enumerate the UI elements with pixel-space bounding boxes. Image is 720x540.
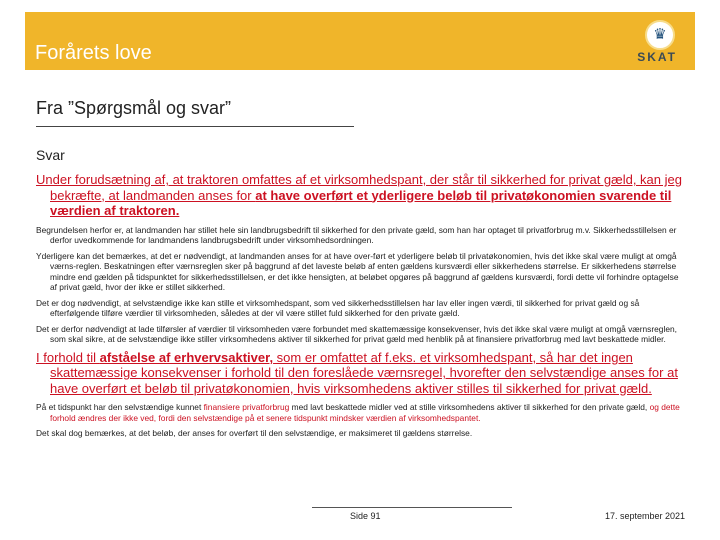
red-text: finansiere privatforbrug	[203, 402, 290, 412]
highlight-paragraph	[36, 350, 686, 397]
text: med lavt beskattede midler ved at stille virksomhedens aktiver til sikkerhed for den private gæld,	[289, 402, 650, 412]
paragraph: Det er dog nødvendigt, at selvstændige ikke kan stille et virksomhedspant, som ved sikkerhedsstillelsen har lav eller ingen værdi, til sikkerhed for privat gæld og så efterfølgende tilføre værdier til virksomheden, således at der vil være stillet fuld sikkerhed for den private gæld.	[36, 297, 640, 318]
bold-text: afståelse af erhvervsaktiver,	[99, 349, 274, 365]
skat-logo	[593, 18, 683, 68]
bold-text: at have overført et yderligere beløb til privatøkonomien svarende til værdien af traktoren.	[50, 187, 672, 218]
text: Under forudsætning af, at traktoren omfattes af et virksomhedspant, der står til sikkerhed for privat gæld, kan jeg bekræfte, at landmanden anses for	[36, 172, 682, 203]
footer-divider	[312, 507, 512, 508]
text: På et tidspunkt har den selvstændige kunnet	[36, 402, 204, 412]
divider	[36, 126, 354, 127]
body-content	[36, 172, 686, 444]
paragraph: Det er derfor nødvendigt at lade tilførsler af værdier til virksomheden være forbundet med skattemæssige konsekvenser, hvis det ikke skal være muligt at omgå værnsreglen, som skal sikre, at de selvstændige ikke stiller virksomhedens aktiver til sikkerhed for privat gæld med henblik på at finansiere privatforbrug med lavt beskattede midler.	[36, 323, 677, 344]
paragraph: Begrundelsen herfor er, at landmanden har stillet hele sin landbrugsbedrift til sikkerhed for den private gæld, som han har optaget til privatforbrug m.v. Sikkerhedsstillelsen er derfor uvedkommende for landmandens landbrugsbedrift under virksomhedsordningen.	[36, 224, 677, 245]
red-text: og dette forhold ændres der ikke ved, fordi den selvstændige på et senere tidspunkt mindsker værdien af virksomhedspantet.	[50, 402, 680, 423]
page-number: Side 91	[350, 511, 381, 521]
footer-date: 17. september 2021	[604, 511, 685, 521]
crown-icon: ♛	[645, 20, 675, 50]
paragraph	[36, 402, 686, 423]
text: som er omfattet af f.eks. et virksomhedspant, så har det ingen skattemæssige konsekvenser i forhold til den foreslåede værnsregel, hvorefter den selvstændige anses for at have overført et beløb til privatøkonomien, hvis virksomhedens aktiver stilles til sikkerhed for privat gæld.	[50, 349, 678, 396]
paragraph: Det skal dog bemærkes, at det beløb, der anses for overført til den selvstændige, er maksimeret til gældens størrelse.	[36, 428, 473, 438]
logo-text: SKAT	[637, 50, 677, 64]
slide-title: Forårets love	[35, 42, 152, 64]
answer-paragraph	[36, 172, 686, 219]
header-bar	[25, 12, 695, 70]
paragraph: Yderligere kan det bemærkes, at det er nødvendigt, at landmanden anses for at have over-ført et yderligere beløb til privatøkonomien, hvis det ikke skal være muligt at omgå værns-reglen. Beskatningen efter værnsreglen sker på baggrund af det laveste beløb af enten gældens kursværdi eller sikkerhedens størrelse. Er sikkerhedens størrelse mindre end gælden på tidspunktet for sikkerhedsstillelsen, er det ikke hensigten, at beløbet opgøres på baggrund af gældens kursværdi, fordi dette vil forhindre optagelse af privat gæld, hvor der ikke er stillet sikkerhed.	[36, 250, 679, 292]
subtitle: Fra ”Spørgsmål og svar”	[36, 98, 232, 118]
section-label: Svar	[36, 147, 65, 163]
text: I forhold til	[36, 349, 100, 365]
